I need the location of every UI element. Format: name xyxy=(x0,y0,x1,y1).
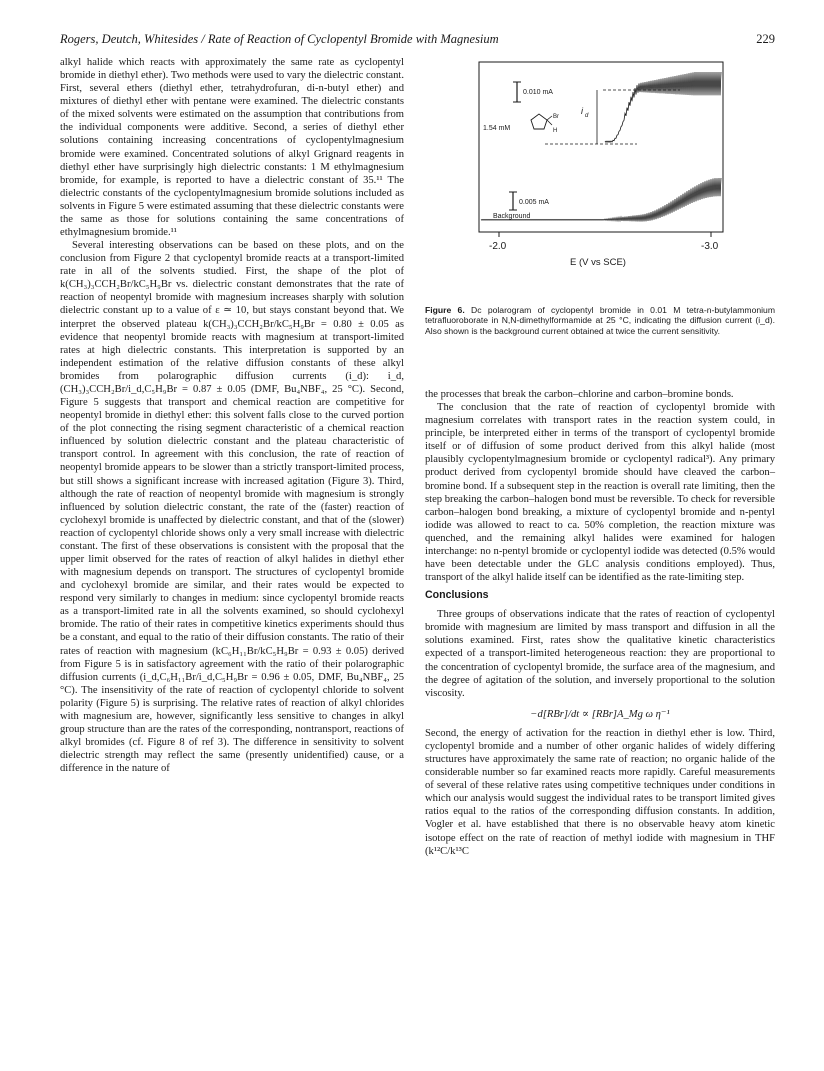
left-paragraph-2: Several interesting observations can be based on these plots, and on the conclusion from Figure 2 that cyclopentyl bromide reacts at a transport-limited rate in all of the solvents studied. First, the shape of the plot of k(CH₃)₃CCH₂Br/kC₅H₉Br vs. dielectric constant demonstrates that the rate of reaction of neopentyl bromide with magnesium increases sharply with solution dielectric constant up to a value of ε ≃ 10, but stays constant beyond that. We interpret the observed plateau k(CH₃)₃CCH₂Br/kC₅H₉Br = 0.80 ± 0.05 as evidence that neopentyl bromide reacts with magnesium at transport-limited rates at high dielectric constants. This interpretation is supported by an independent estimation of the relative diffusion constants of these alkyl bromides from polarographic diffusion currents (i_d): i_d,(CH₃)₃CCH₂Br/i_d,C₅H₉Br = 0.87 ± 0.05 (DMF, Bu₄NBF₄, 25 °C). Second, Figure 5 suggests that transport and chemical reaction are competitive for neopentyl bromide in diethyl ether: this solvent falls close to the curved portion of the plot connecting the rising segment characteristic of a chemical reaction influenced by solution dielectric constant and the plateau characteristic of transport control. In agreement with this conclusion, the rate of reaction of neopentyl bromide appears to be slower than a strictly transport-limited process, but still shows a significant increase with increased agitation (Figure 3). Third, although the rate of reaction of neopentyl bromide with magnesium is strongly influenced by solution dielectric constant, the rate of the (faster) reaction of cyclohexyl bromide is unaffected by dielectric constant, and that of the (slower) reaction of cyclopentyl chloride shows only a very small increase with dielectric constant. The first of these observations is consistent with the proposal that the upper limit observed for the rates of reaction of alkyl halides in diethyl ether with magnesium depends on transport. The structures of cyclopentyl bromide and cyclohexyl bromide are similar, and their rates would be expected to respond very similarly to changes in medium: since cyclopentyl bromide reacts as a transport-limited rate in all the solvents examined, so should cyclohexyl bromide. The ratio of their rates in competitive kinetics experiments should thus be a constant, and equal to the ratio of their diffusion constants. The ratio of their rates of reaction with magnesium (kC₆H₁₁Br/kC₅H₉Br = 0.93 ± 0.05) derived from Figure 5 is in satisfactory agreement with the ratio of their polarographic diffusion currents (i_d,C₆H₁₁Br/i_d,C₅H₉Br = 0.96 ± 0.05, DMF, Bu₄NBF₄, 25 °C). The insensitivity of the rate of reaction of cyclopentyl chloride to solvent polarity (Figure 5) is surprising. The relative rates of reaction of alkyl chlorides with magnesium are, however, significantly less sensitive to changes in alkyl group structure than are the rates of the corresponding, nontransport, reactions of alkyl bromides (cf. Figure 8 of ref 3). The difference in sensitivity to solvent dielectric strength may reflect the same (presently unidentified) cause, or a difference in the nature of xyxy=(60,240,404,775)
label-id-sub: d xyxy=(585,113,589,119)
section-heading-conclusions: Conclusions xyxy=(425,589,489,602)
cyclopentyl-bromide-trace xyxy=(605,72,721,142)
cyclopentyl-bromide-structure xyxy=(531,114,547,129)
right-paragraph-1: the processes that break the carbon–chlorine and carbon–bromine bonds. xyxy=(425,389,734,400)
left-column xyxy=(60,56,404,775)
label-br: Br xyxy=(553,114,559,120)
rate-equation: −d[RBr]/dt ∝ [RBr]A_Mg ω η⁻¹ xyxy=(530,708,670,720)
running-title: Rogers, Deutch, Whitesides / Rate of Reaction of Cyclopentyl Bromide with Magnesium xyxy=(60,32,499,46)
figure-caption xyxy=(425,305,775,336)
right-paragraph-2: The conclusion that the rate of reaction of cyclopentyl bromide with magnesium correlates with transport rates in the reaction system could, in principle, be interpreted either in terms of the transport of cyclopentyl bromide itself or of diffusion of some product derived from this alkyl halide (most plausibly cyclopentylmagnesium bromide or cyclopentyl radical³). Any primary product derived from cyclopentyl bromide should have cleaved the carbon–bromine bond. If a subsequent step in the reaction is overall rate limiting, then the step breaking the carbon–halogen bond must be reversible. To check for reversible carbon–halogen bond breaking, a mixture of cyclopentyl bromide and n-pentyl iodide was allowed to react to ca. 50% completion, the reaction mixture was quenched, and the remaining alkyl halides were examined for halogen interchange: no n-pentyl bromide or cyclopentyl iodide was detected (0.5% would have been detectable under the GLC analysis conditions employed). Thus, transport of the alkyl halide itself can be identified as the rate-limiting step. xyxy=(425,402,775,584)
axis-label: E (V vs SCE) xyxy=(570,257,626,268)
right-column xyxy=(425,388,775,858)
caption-text: Dc polarogram of cyclopentyl bromide in 0.01 M tetra-n-butylammonium tetrafluoroborate in N,N-dimethylformamide at 25 °C, indicating the diffusion current (i_d). Also shown is the background current obtained at twice the current sensitivity. xyxy=(425,305,775,336)
tick-label-right: -3.0 xyxy=(701,241,719,252)
right-paragraph-4: Second, the energy of activation for the reaction in diethyl ether is low. Third, cyclopentyl bromide and a number of other organic halides of widely differing structures have approximately the same rate of reaction; no organic halide of the considerable number so far examined reacts more rapidly. Careful measurements of several of these relative rates using competitive techniques under conditions in which our analysis would suggest the individual rates to be transport limited gives ratios equal to the ratios of the corresponding diffusion constants. In addition, Vogler et al. have established that there is no observable heavy atom kinetic isotope effect on the rate of reaction of methyl iodide with magnesium in THF (k¹²C/k¹³C xyxy=(425,727,775,857)
left-paragraph-1: alkyl halide which reacts with approximately the same rate as cyclopentyl bromide in diethyl ether). Two methods were used to vary the dielectric constant. First, several ethers (diethyl ether, tetrahydrofuran, di-n-butyl ether) and mixtures of diethyl ether with pentane were examined. The dielectric constants of the mixed solvents were estimated on the assumption that contributions from the individual components were additive. Second, a series of diethyl ether solutions containing increasing concentrations of cyclopentylmagnesium bromide were examined. Concentrated solutions of alkyl Grignard reagents in diethyl ether have surprisingly high dielectric constants: 1 M ethylmagnesium bromide, for example, is reported to have a dielectric constant of 35.¹¹ The dielectric constants of the cyclopentylmagnesium bromide solutions included as solvents in Figure 5 were estimated assuming that these dielectric constants were the same as those for solutions containing the same concentrations of ethylmagnesium bromide.¹¹ xyxy=(60,57,404,239)
caption-label: Figure 6. xyxy=(425,305,465,315)
label-h: H xyxy=(553,128,558,134)
label-background: Background xyxy=(493,213,531,220)
right-paragraph-3: Three groups of observations indicate that the rates of reaction of cyclopentyl bromide with magnesium are limited by mass transport and diffusion in all the solutions examined. First, rates show the qualitative kinetic characteristics expected of a transport-limited heterogeneous reaction: they are proportional to the concentration of cyclopentyl bromide, the surface area of the magnesium, and the degree of agitation of the solution, and inversely proportional to the solution viscosity. xyxy=(425,609,775,699)
label-concentration: 1.54 mM xyxy=(483,125,511,132)
polarogram-plot xyxy=(425,50,775,310)
tick-label-left: -2.0 xyxy=(489,241,507,252)
page-number: 229 xyxy=(756,32,775,46)
label-current-scale: 0.010 mA xyxy=(523,89,553,96)
label-id: i xyxy=(581,106,583,116)
running-header xyxy=(60,32,775,47)
label-background-scale: 0.005 mA xyxy=(519,199,549,206)
